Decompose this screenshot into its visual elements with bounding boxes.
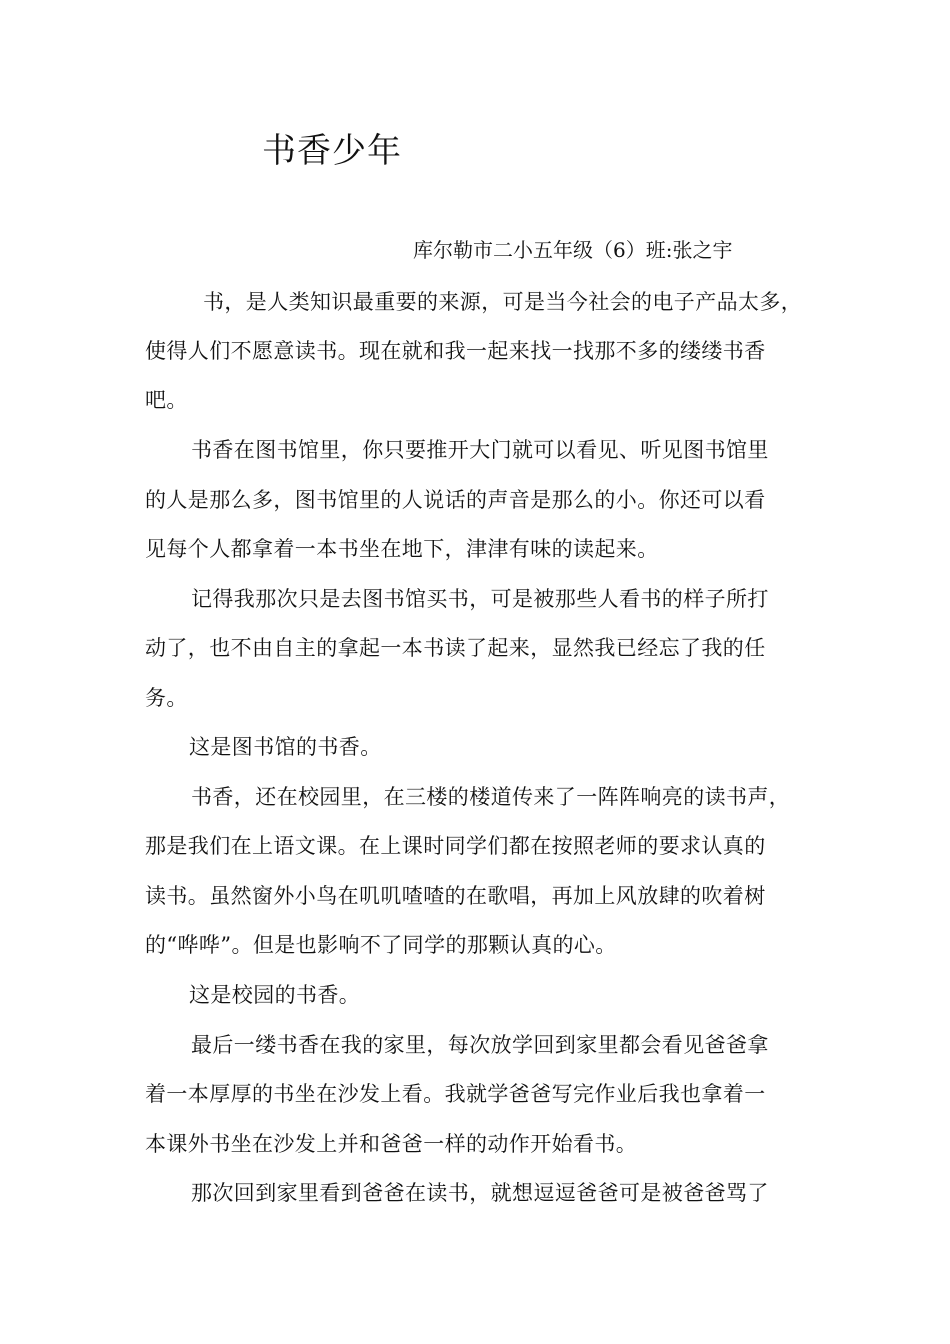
text-line: 记得我那次只是去图书馆买书，可是被那些人看书的样子所打 [191,587,769,611]
text-line: 那次回到家里看到爸爸在读书，就想逗逗爸爸可是被爸爸骂了 [191,1181,769,1205]
text-line: 的“哗哗”。但是也影响不了同学的那颗认真的心。 [145,933,617,957]
document-title: 书香少年 [262,131,402,171]
text-line: 那是我们在上语文课。在上课时同学们都在按照老师的要求认真的 [145,834,766,858]
text-line: 的人是那么多，图书馆里的人说话的声音是那么的小。你还可以看 [145,488,766,512]
text-line: 书，是人类知识最重要的来源，可是当今社会的电子产品太多， [203,290,803,314]
text-line: 见每个人都拿着一本书坐在地下，津津有味的读起来。 [145,537,659,561]
author-byline: 库尔勒市二小五年级（6）班:张之宇 [413,238,733,262]
text-line: 本课外书坐在沙发上并和爸爸一样的动作开始看书。 [145,1132,638,1156]
text-line: 最后一缕书香在我的家里，每次放学回到家里都会看见爸爸拿 [191,1033,769,1057]
text-line: 务。 [145,686,188,710]
text-line: 吧。 [145,388,188,412]
text-line: 书香，还在校园里，在三楼的楼道传来了一阵阵响亮的读书声， [191,785,791,809]
text-line: 这是图书馆的书香。 [189,735,382,759]
text-line: 着一本厚厚的书坐在沙发上看。我就学爸爸写完作业后我也拿着一 [145,1082,766,1106]
text-line: 书香在图书馆里，你只要推开大门就可以看见、听见图书馆里 [191,438,769,462]
text-line: 读书。虽然窗外小鸟在叽叽喳喳的在歌唱，再加上风放肆的吹着树 [145,884,766,908]
text-line: 这是校园的书香。 [189,983,361,1007]
text-line: 动了，也不由自主的拿起一本书读了起来，显然我已经忘了我的任 [145,636,766,660]
text-line: 使得人们不愿意读书。现在就和我一起来找一找那不多的缕缕书香 [145,339,766,363]
